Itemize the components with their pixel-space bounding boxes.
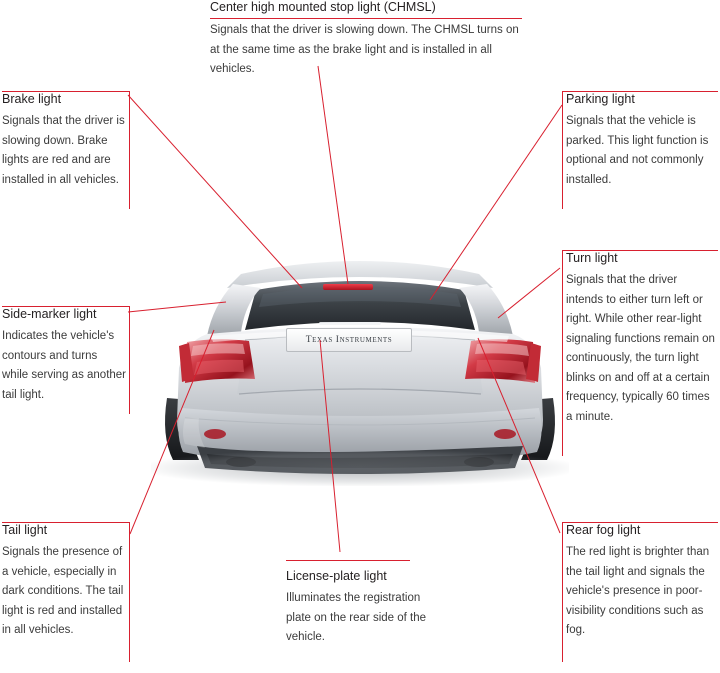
rule-brake-v	[129, 91, 130, 209]
rule-tail-v	[129, 522, 130, 662]
callout-chmsl-title: Center high mounted stop light (CHMSL)	[210, 0, 436, 14]
callout-rear-fog-light-body: The red light is brighter than the tail light and signals the vehicle's presence in poor-visibility conditions such as fog.	[566, 546, 710, 636]
callout-tail-light-body: Signals the presence of a vehicle, especially in dark conditions. The tail light is red and installed in all vehicles.	[2, 546, 124, 636]
callout-parking-light-title: Parking light	[566, 92, 635, 106]
rule-rear-fog-v	[562, 522, 563, 662]
callout-side-marker-light-title: Side-marker light	[2, 307, 97, 321]
rule-side-marker-v	[129, 306, 130, 414]
callout-turn-light-body: Signals that the driver intends to either turn left or right. While other rear-light signaling functions remain on continuously, the turn light blinks on and off at a certain frequency, typically 60 times a minute.	[566, 274, 715, 423]
callout-parking-light	[566, 92, 716, 190]
callout-chmsl-body: Signals that the driver is slowing down. The CHMSL turns on at the same time as the brake light and is installed in all vehicles.	[210, 24, 519, 75]
callout-side-marker-light-body: Indicates the vehicle's contours and turns while serving as another tail light.	[2, 330, 127, 401]
callout-license-plate-light-title: License-plate light	[286, 569, 387, 583]
license-plate-text: Texas Instruments	[305, 335, 393, 345]
callout-brake-light-title: Brake light	[2, 92, 62, 106]
car-rear-illustration	[145, 222, 575, 500]
callout-brake-light	[2, 92, 126, 190]
rule-parking-v	[562, 91, 563, 209]
callout-license-plate-light	[286, 561, 426, 648]
callout-tail-light-title: Tail light	[2, 523, 48, 537]
license-plate	[286, 328, 412, 352]
callout-rear-fog-light	[566, 523, 716, 641]
callout-chmsl	[210, 0, 530, 80]
callout-turn-light	[566, 251, 716, 427]
callout-parking-light-body: Signals that the vehicle is parked. This light function is optional and not commonly installed.	[566, 115, 709, 186]
car-shadow	[151, 450, 569, 486]
chmsl-lamp	[323, 284, 373, 290]
callout-rear-fog-light-title: Rear fog light	[566, 523, 641, 537]
callout-tail-light	[2, 523, 126, 641]
callout-brake-light-body: Signals that the driver is slowing down. Brake lights are red and are installed in all vehicles.	[2, 115, 125, 186]
callout-turn-light-title: Turn light	[566, 251, 618, 265]
rule-turn-v	[562, 250, 563, 456]
callout-side-marker-light	[2, 307, 126, 405]
callout-license-plate-light-body: Illuminates the registration plate on the rear side of the vehicle.	[286, 592, 427, 643]
